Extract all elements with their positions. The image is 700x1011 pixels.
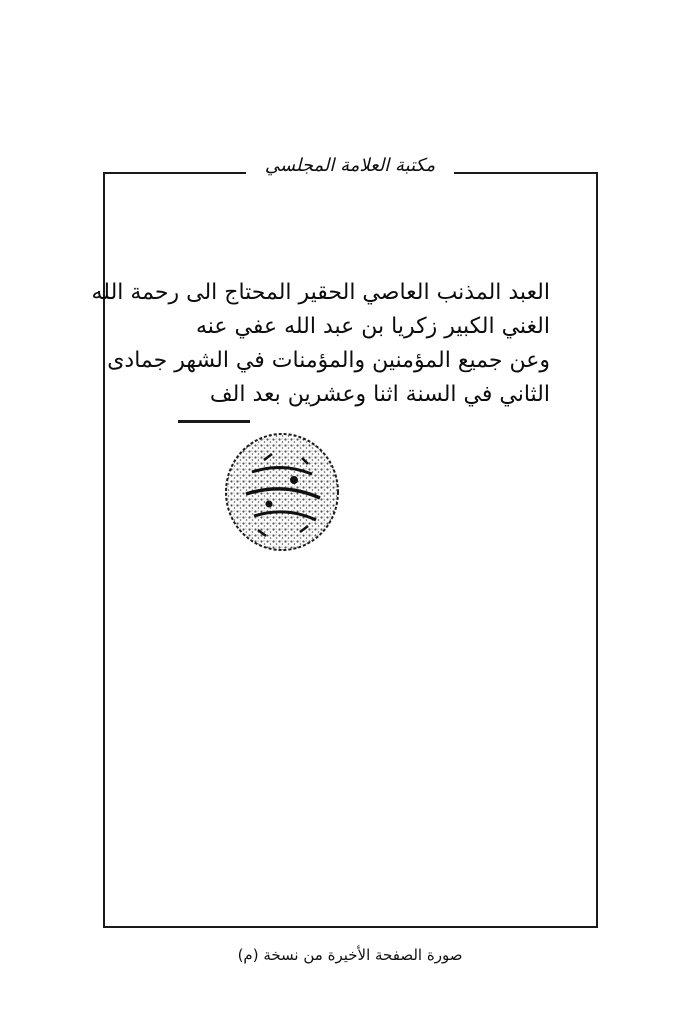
- page-caption: صورة الصفحة الأخيرة من نسخة (م): [237, 946, 463, 964]
- manuscript-line-2: الغني الكبير زكريا بن عبد الله عفي عنه: [195, 314, 550, 339]
- library-header-title: مكتبة العلامة المجلسي: [246, 146, 454, 186]
- seal-stamp-icon: [224, 432, 340, 552]
- manuscript-line-3: وعن جميع المؤمنين والمؤمنات في الشهر جمادى: [107, 348, 550, 373]
- manuscript-text-block: [91, 276, 550, 412]
- manuscript-line-1: العبد المذنب العاصي الحقير المحتاج الى رحمة الله: [91, 280, 550, 305]
- manuscript-closing-stroke: [178, 420, 250, 423]
- manuscript-line-4: الثاني في السنة اثنا وعشرين بعد الف: [209, 382, 550, 407]
